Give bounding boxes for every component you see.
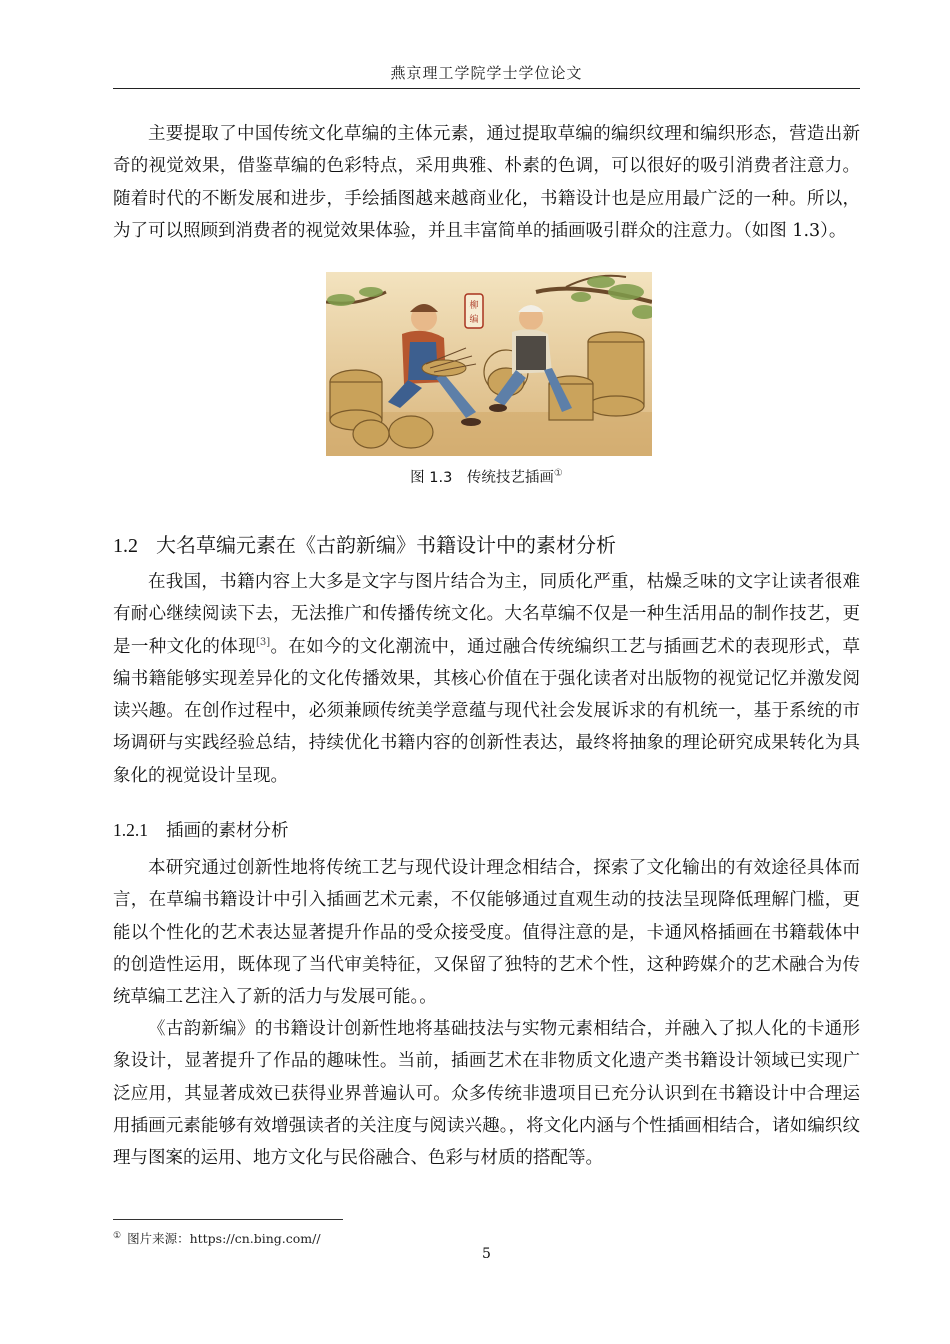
footnote [113, 1229, 321, 1247]
subsection-number: 1.2.1 [113, 820, 148, 840]
section-number: 1.2 [113, 535, 138, 557]
header-rule [113, 88, 860, 89]
subsection-title: 插画的素材分析 [166, 821, 289, 841]
page-number: 5 [482, 1246, 491, 1262]
section-heading-1-2 [113, 529, 860, 558]
section-heading-1-2-1 [113, 817, 860, 842]
seal-text-2: 编 [469, 315, 479, 325]
footnote-mark: ① [113, 1230, 122, 1241]
paragraph-text-cont: 。在如今的文化潮流中，通过融合传统编织工艺与插画艺术的表现形式，草编书籍能够实现差异化的文化传播效果，其核心价值在于强化读者对出版物的视觉记忆并激发阅读兴趣。在创作过程中，必须兼顾传统美学意蕴与现代社会发展诉求的有机统一，基于系统的市场调研与实践经验总结，持续优化书籍内容的创新性表达，最终将抽象的理论研究成果转化为具象化的视觉设计呈现。 [113, 636, 861, 786]
basket-weavers-illustration [326, 272, 652, 456]
seal-text-1: 柳 [469, 301, 479, 311]
section-1-2-1-paragraph-2: 《古韵新编》的书籍设计创新性地将基础技法与实物元素相结合，并融入了拟人化的卡通形象设计，显著提升了作品的趣味性。当前，插画艺术在非物质文化遗产类书籍设计领域已实现广泛应用，其显著成效已获得业界普遍认可。众多传统非遗项目已充分认识到在书籍设计中合理运用插画元素能够有效增强读者的关注度与阅读兴趣。，将文化内涵与个性插画相结合，诸如编织纹理与图案的运用、地方文化与民俗融合、色彩与材质的搭配等。 [113, 1019, 860, 1169]
figure-footnote-mark: ① [553, 468, 563, 480]
figure-illustration [326, 272, 652, 456]
section-1-2-1-paragraph-1: 本研究通过创新性地将传统工艺与现代设计理念相结合，探索了文化输出的有效途径具体而言，在草编书籍设计中引入插画艺术元素，不仅能够通过直观生动的技法呈现降低理解门槛，更能以个性化的艺术表达显著提升作品的受众接受度。值得注意的是，卡通风格插画在书籍载体中的创造性运用，既体现了当代审美特征，又保留了独特的艺术个性，这种跨媒介的艺术融合为传统草编工艺注入了新的活力与发展可能。。 [113, 858, 860, 1008]
footnote-rule [113, 1219, 343, 1220]
figure-caption-text: 图 1.3 传统技艺插画 [410, 470, 554, 486]
section-title: 大名草编元素在《古韵新编》书籍设计中的素材分析 [156, 533, 616, 557]
running-header: 燕京理工学院学士学位论文 [390, 64, 583, 82]
citation-ref: [3] [256, 636, 271, 648]
section-1-2-paragraph [113, 566, 860, 792]
intro-paragraph: 主要提取了中国传统文化草编的主体元素，通过提取草编的编织纹理和编织形态，营造出新奇的视觉效果，借鉴草编的色彩特点，采用典雅、朴素的色调，可以很好的吸引消费者注意力。随着时代的不断发展和进步，手绘插图越来越商业化，书籍设计也是应用最广泛的一种。所以，为了可以照顾到消费者的视觉效果体验，并且丰富简单的插画吸引群众的注意力。（如图 1.3）。 [113, 124, 860, 241]
footnote-text: 图片来源：https://cn.bing.com// [127, 1231, 321, 1246]
figure-caption [113, 466, 860, 487]
paragraph-text: 在我国，书籍内容上大多是文字与图片结合为主，同质化严重，枯燥乏味的文字让读者很难有耐心继续阅读下去，无法推广和传播传统文化。大名草编不仅是一种生活用品的制作技艺，更是一种文化的体现 [113, 572, 860, 657]
